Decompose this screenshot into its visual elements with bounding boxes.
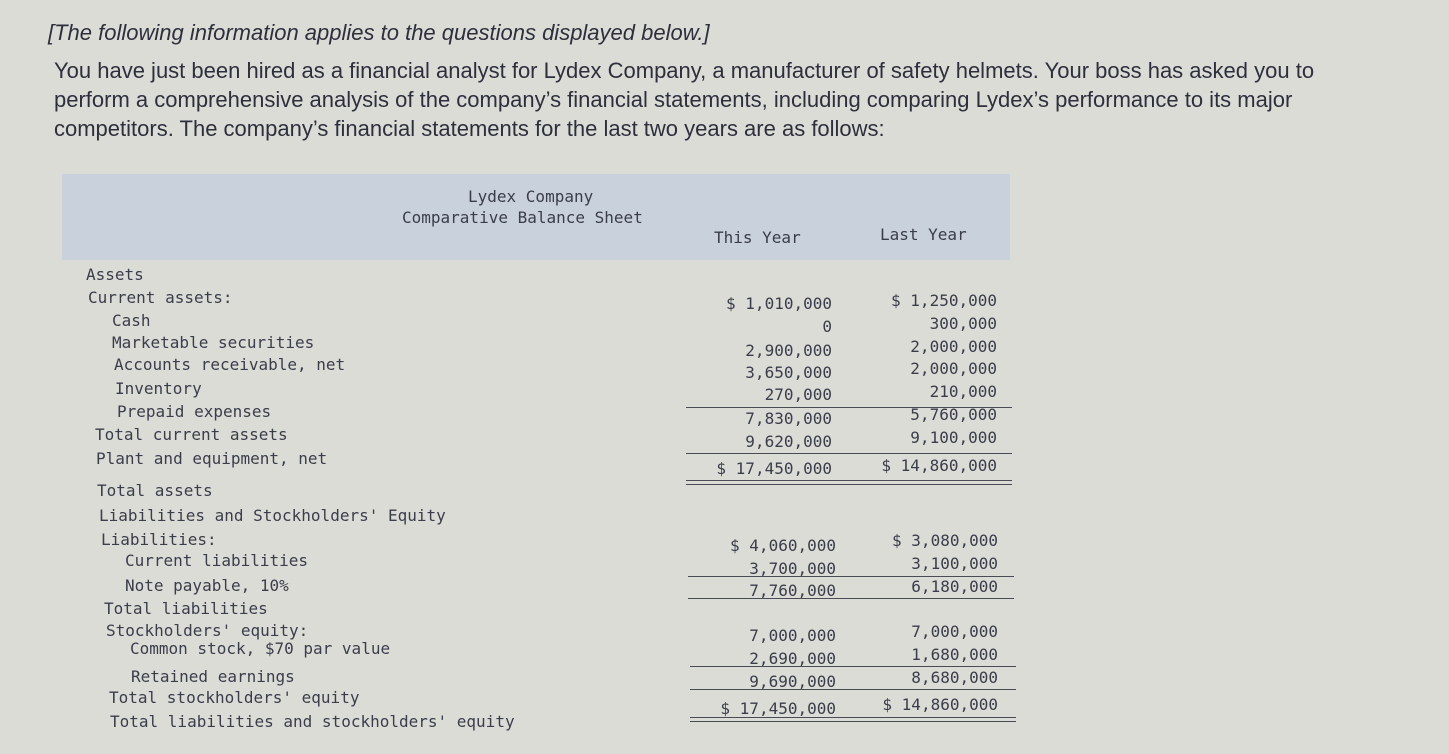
label-prepaid-expenses: Prepaid expenses: [117, 402, 272, 421]
last-total-current: 5,760,000: [910, 405, 997, 424]
rule-total-le: [690, 717, 1016, 722]
last-note-payable: 3,100,000: [911, 554, 998, 573]
last-marketable: 300,000: [929, 314, 997, 333]
column-header-last-year: Last Year: [880, 225, 967, 244]
label-liabilities-equity: Liabilities and Stockholders' Equity: [99, 506, 446, 525]
this-current-liabilities: $ 4,060,000: [730, 536, 836, 555]
rule-retained-earnings: [690, 666, 1016, 667]
this-total-assets: $ 17,450,000: [716, 459, 832, 478]
label-assets: Assets: [86, 265, 144, 284]
label-cash: Cash: [112, 311, 151, 330]
statement-title: Comparative Balance Sheet: [402, 208, 643, 227]
label-accounts-receivable: Accounts receivable, net: [114, 355, 346, 374]
label-current-assets: Current assets:: [88, 288, 233, 307]
intro-note: [The following information applies to the questions displayed below.]: [48, 20, 710, 45]
last-current-liabilities: $ 3,080,000: [892, 531, 998, 550]
this-inventory: 3,650,000: [745, 363, 832, 382]
this-note-payable: 3,700,000: [749, 559, 836, 578]
rule-note-payable: [688, 576, 1014, 577]
label-total-current-assets: Total current assets: [95, 425, 288, 444]
intro-paragraph: You have just been hired as a financial analyst for Lydex Company, a manufacturer of safety helmets. Your boss has asked you to perform a comprehensive analysis of the company’s financial statements, including comparing Lydex’s performance to its major competitors. The company’s financial statements for the last two years are as follows:: [54, 58, 1315, 141]
last-receivable: 2,000,000: [910, 337, 997, 356]
this-prepaid: 270,000: [764, 385, 832, 404]
label-current-liabilities: Current liabilities: [125, 551, 309, 570]
rule-plant: [686, 453, 1012, 454]
this-common-stock: 7,000,000: [749, 626, 836, 645]
this-total-se: 9,690,000: [749, 672, 836, 691]
last-inventory: 2,000,000: [910, 359, 997, 378]
last-common-stock: 7,000,000: [911, 622, 998, 641]
label-marketable-securities: Marketable securities: [112, 333, 315, 352]
label-plant-equipment: Plant and equipment, net: [96, 449, 328, 468]
column-header-this-year: This Year: [714, 228, 801, 247]
label-inventory: Inventory: [115, 379, 202, 398]
this-total-liabilities: 7,760,000: [749, 581, 836, 600]
last-total-assets: $ 14,860,000: [881, 456, 997, 475]
last-total-liabilities: 6,180,000: [911, 577, 998, 596]
this-total-le: $ 17,450,000: [720, 699, 836, 718]
last-total-se: 8,680,000: [911, 668, 998, 687]
this-cash: $ 1,010,000: [726, 294, 832, 313]
label-total-liabilities: Total liabilities: [104, 599, 268, 618]
last-retained-earnings: 1,680,000: [911, 645, 998, 664]
last-prepaid: 210,000: [929, 382, 997, 401]
rule-total-liabilities: [688, 598, 1014, 599]
label-total-assets: Total assets: [97, 481, 213, 500]
label-retained-earnings: Retained earnings: [131, 667, 295, 686]
label-total-liabilities-equity: Total liabilities and stockholders' equity: [110, 712, 515, 731]
last-total-le: $ 14,860,000: [882, 695, 998, 714]
company-name: Lydex Company: [468, 187, 594, 206]
rule-total-se: [690, 689, 1016, 690]
rule-current-assets: [686, 407, 1012, 408]
this-retained-earnings: 2,690,000: [749, 649, 836, 668]
rule-total-assets: [686, 480, 1012, 485]
label-common-stock: Common stock, $70 par value: [130, 639, 391, 658]
this-plant: 9,620,000: [745, 432, 832, 451]
label-stockholders-equity: Stockholders' equity:: [106, 621, 309, 640]
this-total-current: 7,830,000: [745, 409, 832, 428]
this-receivable: 2,900,000: [745, 341, 832, 360]
this-marketable: 0: [822, 317, 832, 336]
label-total-stockholders-equity: Total stockholders' equity: [109, 688, 360, 707]
label-liabilities: Liabilities:: [101, 530, 217, 549]
last-cash: $ 1,250,000: [891, 291, 997, 310]
last-plant: 9,100,000: [910, 428, 997, 447]
label-note-payable: Note payable, 10%: [125, 576, 289, 595]
